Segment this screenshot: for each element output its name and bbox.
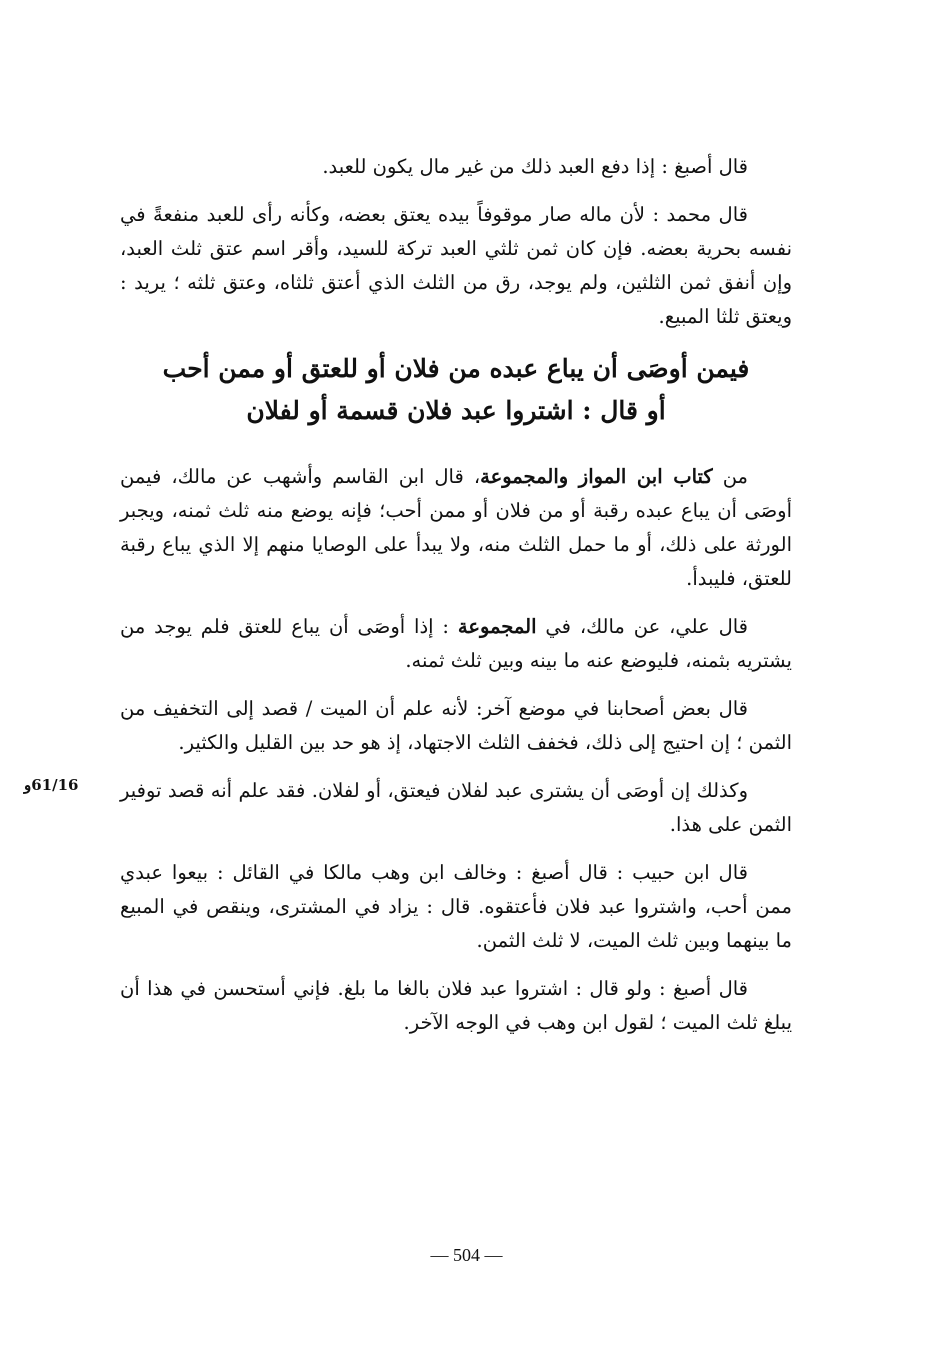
source-title: المجموعة — [457, 615, 537, 638]
source-title: كتاب ابن المواز والمجموعة — [480, 465, 713, 488]
page-number: — 504 — — [430, 1245, 503, 1265]
paragraph: قال بعض أصحابنا في موضع آخر: لأنه علم أن الميت / قصد إلى التخفيف من الثمن ؛ إن احتيج إلى ذلك، فخفف الثلث الاجتهاد، إذ هو حد بين القليل والكثير. — [120, 697, 792, 754]
heading-line-1: فيمن أوصَى أن يباع عبده من فلان أو للعتق أو ممن أحب — [162, 354, 750, 383]
paragraph — [120, 460, 792, 596]
heading-line-2: أو قال : اشتروا عبد فلان قسمة أو لفلان — [246, 396, 666, 425]
paragraph: وكذلك إن أوصَى أن يشترى عبد لفلان فيعتق، أو لفلان. فقد علم أنه قصد توفير الثمن على هذا. — [120, 779, 792, 836]
text-run: : إذا أوصَى أن يباع للعتق فلم يوجد من يشتريه بثمنه، فليوضع عنه ما بينه وبين ثلث ثمنه. — [120, 615, 792, 672]
text-run: قال علي، عن مالك، في — [536, 615, 748, 638]
paragraph: قال محمد : لأن ماله صار موقوفاً بيده يعتق بعضه، وكأنه رأى للعبد منفعةً في نفسه بحرية بعضه. فإن كان ثمن ثلثي العبد تركة للسيد، وأقر اسم عتق ثلث العبد، وإن أنفق ثمن الثلثين، ولم يوجد، رق من الثلث الذي أعتق ثلثاه، وعتق ثلثه ؛ يريد : ويعتق ثلثا المبيع. — [120, 203, 792, 328]
paragraph — [120, 610, 792, 678]
page-body — [120, 150, 792, 1054]
paragraph: قال أصبغ : ولو قال : اشتروا عبد فلان بالغا ما بلغ. فإني أستحسن في هذا أن يبلغ ثلث الميت ؛ لقول ابن وهب في الوجه الآخر. — [120, 977, 792, 1034]
text-run: ، قال ابن القاسم وأشهب عن مالك، فيمن أوصَى أن يباع عبده رقبة أو من فلان أو ممن أحب؛ فإنه يوضع منه ثلث ثمنه، ويجبر الورثة على ذلك، أو ما حمل الثلث منه، ولا يبدأ على الوصايا منهم إلا الذي يباع رقبة للعتق، فليبدأ. — [120, 465, 792, 590]
paragraph: قال أصبغ : إذا دفع العبد ذلك من غير مال يكون للعبد. — [322, 155, 748, 178]
folio-marker: 61/16و — [24, 776, 79, 794]
section-heading — [120, 348, 792, 432]
text-run: من — [712, 465, 749, 488]
paragraph: قال ابن حبيب : قال أصبغ : وخالف ابن وهب مالكا في القائل : بيعوا عبدي ممن أحب، واشتروا عبد فلان فأعتقوه. قال : يزاد في المشترى، وينقص في المبيع ما بينهما وبين ثلث الميت، لا ثلث الثمن. — [120, 861, 792, 952]
